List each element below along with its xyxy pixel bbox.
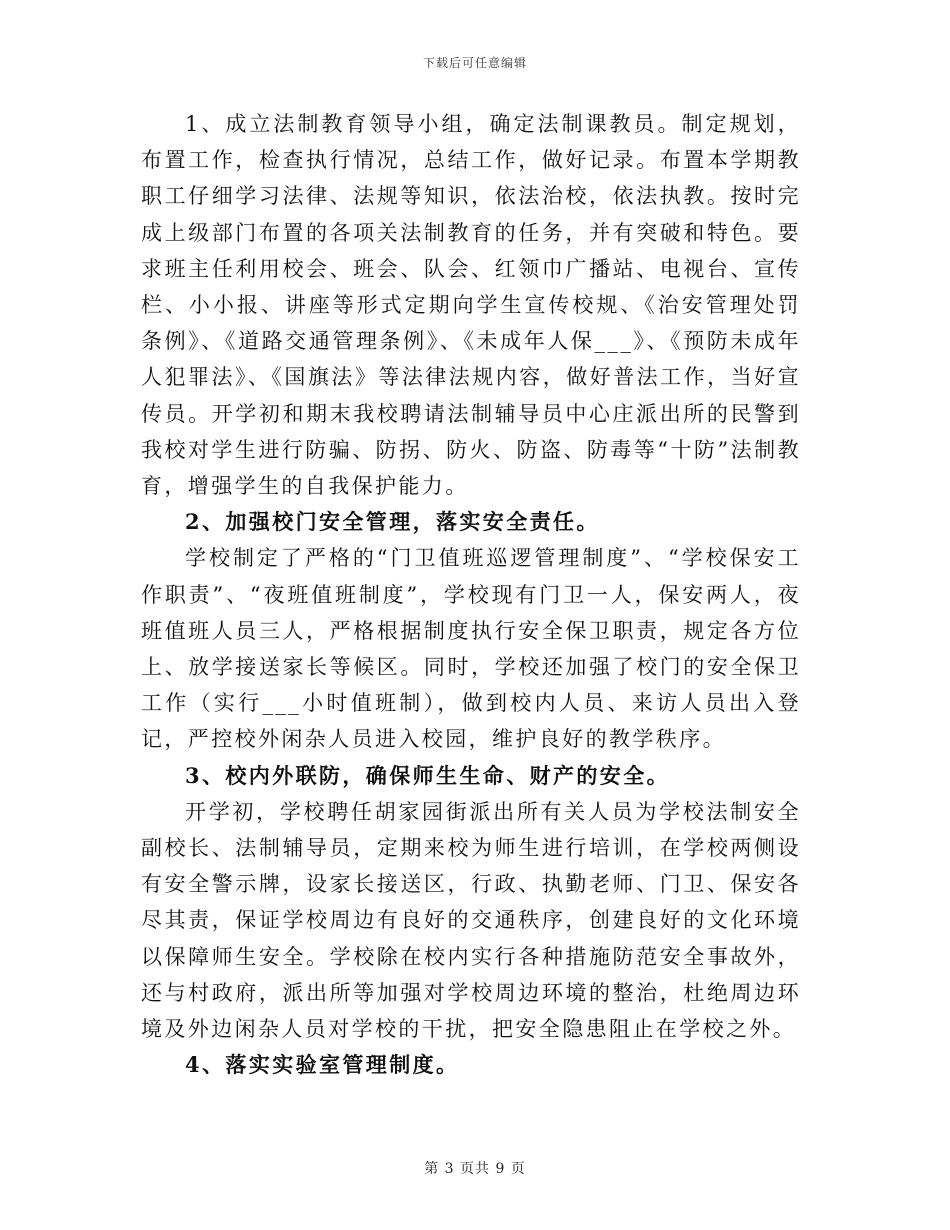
page-header: 下载后可任意编辑 (422, 56, 527, 70)
paragraph-2: 学校制定了严格的“门卫值班巡逻管理制度”、“学校保安工作职责”、“夜班值班制度”，学校现有门卫一人，保安两人，夜班值班人员三人，严格根据制度执行安全保卫职责，规定各方位上、放学接送家长等候区。同时，学校还加强了校门的安全保卫工作（实行___小时值班制），做到校内人员、来访人员出入登记，严控校外闲杂人员进入校园，维护良好的教学秩序。 (141, 546, 801, 752)
section-heading-2: 2、加强校门安全管理，落实安全责任。 (185, 509, 600, 535)
page-footer: 第 3 页共 9 页 (424, 1161, 526, 1177)
document-body (141, 106, 801, 1083)
section-heading-3: 3、校内外联防，确保师生生命、财产的安全。 (185, 762, 671, 788)
paragraph-1: 1、成立法制教育领导小组，确定法制课教员。制定规划，布置工作，检查执行情况，总结工作，做好记录。布置本学期教职工仔细学习法律、法规等知识，依法治校，依法执教。按时完成上级部门布置的各项关法制教育的任务，并有突破和特色。要求班主任利用校会、班会、队会、红领巾广播站、电视台、宣传栏、小小报、讲座等形式定期向学生宣传校规、《治安管理处罚条例》、《道路交通管理条例》、《未成年人保___》、《预防未成年人犯罪法》、《国旗法》等法律法规内容，做好普法工作，当好宣传员。开学初和期末我校聘请法制辅导员中心庄派出所的民警到我校对学生进行防骗、防拐、防火、防盗、防毒等“十防”法制教育，增强学生的自我保护能力。 (141, 112, 801, 499)
paragraph-3: 开学初，学校聘任胡家园街派出所有关人员为学校法制安全副校长、法制辅导员，定期来校为师生进行培训，在学校两侧设有安全警示牌，设家长接送区，行政、执勤老师、门卫、保安各尽其责，保证学校周边有良好的交通秩序，创建良好的文化环境以保障师生安全。学校除在校内实行各种措施防范安全事故外，还与村政府，派出所等加强对学校周边环境的整治，杜绝周边环境及外边闲杂人员对学校的干扰，把安全隐患阻止在学校之外。 (141, 799, 801, 1042)
section-heading-4: 4、落实实验室管理制度。 (185, 1052, 460, 1078)
